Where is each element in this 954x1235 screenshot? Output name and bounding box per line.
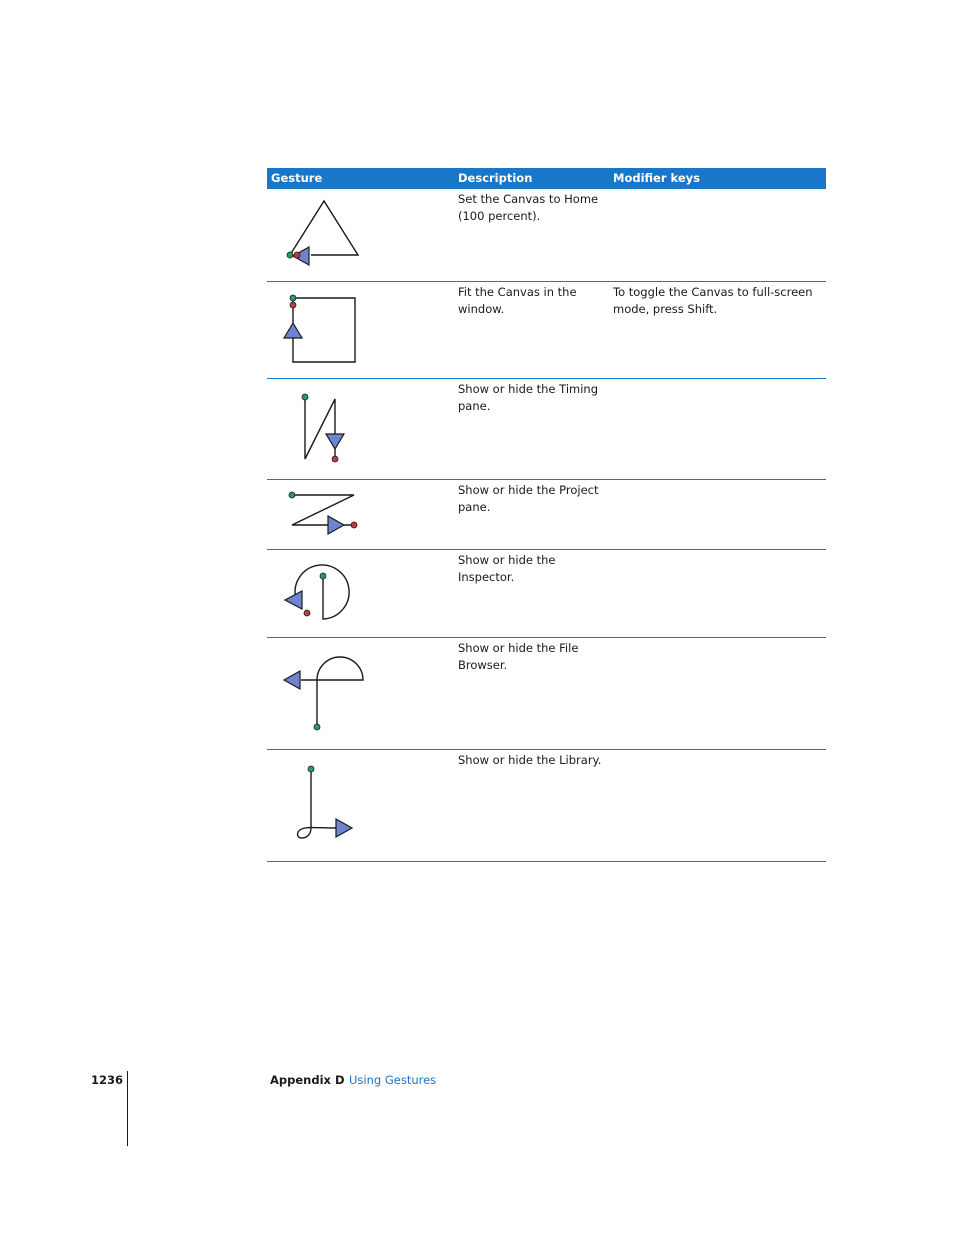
table-row	[267, 480, 826, 550]
gesture-description: Show or hide the Timing pane.	[458, 382, 598, 413]
gesture-description: Show or hide the Inspector.	[458, 553, 556, 584]
loop-gesture-icon	[267, 750, 387, 861]
table-header	[267, 168, 826, 189]
page-number: 1236	[91, 1073, 124, 1087]
chapter-link[interactable]: Using Gestures	[349, 1073, 437, 1087]
z-shape-gesture-icon	[267, 480, 387, 549]
header-gesture: Gesture	[271, 171, 323, 185]
gesture-modifier: To toggle the Canvas to full-screen mode, press Shift.	[613, 285, 813, 316]
circle-gesture-icon	[267, 550, 387, 637]
table-row	[267, 379, 826, 480]
gesture-description: Show or hide the File Browser.	[458, 641, 579, 672]
table-row	[267, 638, 826, 750]
table-row	[267, 550, 826, 638]
triangle-gesture-icon	[267, 189, 387, 281]
gesture-description: Show or hide the Project pane.	[458, 483, 599, 514]
table-row	[267, 189, 826, 282]
square-gesture-icon	[267, 282, 387, 378]
n-shape-gesture-icon	[267, 379, 387, 479]
header-modifier-keys: Modifier keys	[613, 171, 700, 185]
table-row	[267, 750, 826, 862]
appendix-label: Appendix D	[270, 1073, 345, 1087]
semicircle-gesture-icon	[267, 638, 387, 749]
gesture-description: Show or hide the Library.	[458, 753, 602, 767]
header-description: Description	[458, 171, 533, 185]
gesture-description: Set the Canvas to Home (100 percent).	[458, 192, 599, 223]
gestures-table	[267, 168, 826, 862]
gesture-description: Fit the Canvas in the window.	[458, 285, 577, 316]
footer-divider	[127, 1071, 128, 1146]
table-row	[267, 282, 826, 379]
